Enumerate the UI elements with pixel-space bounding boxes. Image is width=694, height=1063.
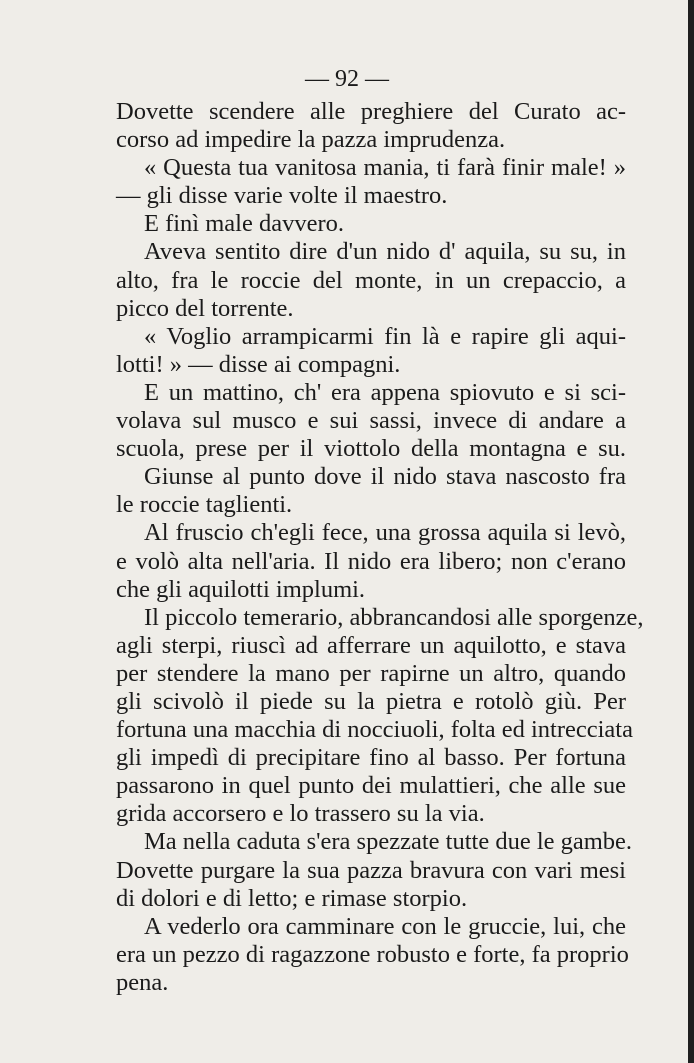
text-line: fortuna una macchia di nocciuoli, folta ed intrecciata	[116, 716, 633, 744]
text-line: gli impedì di precipitare fino al basso. Per fortuna	[116, 744, 626, 772]
text-line: corso ad impedire la pazza imprudenza.	[116, 126, 506, 154]
text-line: E un mattino, ch' era appena spiovuto e si sci-	[144, 378, 626, 406]
text-line: lotti! » — disse ai compagni.	[116, 350, 401, 378]
text-line: gli scivolò il piede su la pietra e rotolò giù. Per	[116, 687, 626, 715]
text-line: pena.	[116, 968, 169, 996]
text-line: « Voglio arrampicarmi fin là e rapire gli aqui-	[144, 322, 626, 350]
text-line: grida accorsero e lo trassero su la via.	[116, 800, 485, 828]
text-line: picco del torrente.	[116, 294, 294, 322]
text-line: passarono in quel punto dei mulattieri, che alle sue	[116, 772, 626, 800]
text-line: e volò alta nell'aria. Il nido era libero; non c'erano	[116, 547, 626, 575]
text-line: che gli aquilotti implumi.	[116, 575, 366, 603]
text-line: agli sterpi, riuscì ad afferrare un aquilotto, e stava	[116, 631, 626, 659]
text-line: A vederlo ora camminare con le gruccie, lui, che	[144, 912, 626, 940]
text-line: Aveva sentito dire d'un nido d' aquila, su su, in	[144, 238, 626, 266]
text-line: Giunse al punto dove il nido stava nascosto fra	[144, 463, 626, 491]
text-line: volava sul musco e sui sassi, invece di andare a	[116, 407, 626, 435]
text-line: — gli disse varie volte il maestro.	[116, 182, 448, 210]
body-text	[116, 98, 644, 997]
text-line: Dovette scendere alle preghiere del Curato ac-	[116, 98, 626, 125]
text-line: « Questa tua vanitosa mania, ti farà finir male! »	[144, 154, 626, 182]
text-line: Dovette purgare la sua pazza bravura con vari mesi	[116, 856, 626, 884]
text-line: alto, fra le roccie del monte, in un crepaccio, a	[116, 266, 626, 294]
text-line: E finì male davvero.	[144, 210, 345, 238]
text-line: Ma nella caduta s'era spezzate tutte due le gambe.	[144, 828, 633, 856]
text-line: era un pezzo di ragazzone robusto e forte, fa proprio	[116, 940, 629, 968]
text-line: le roccie taglienti.	[116, 491, 293, 519]
text-line: di dolori e di letto; e rimase storpio.	[116, 884, 468, 912]
text-line: Il piccolo temerario, abbrancandosi alle sporgenze,	[144, 603, 644, 631]
page-edge-shadow	[688, 0, 694, 1063]
page-number: — 92 —	[305, 66, 389, 92]
text-line: Al fruscio ch'egli fece, una grossa aquila si levò,	[144, 519, 626, 547]
text-line: scuola, prese per il viottolo della montagna e su.	[116, 435, 626, 463]
text-line: per stendere la mano per rapirne un altro, quando	[116, 659, 626, 687]
